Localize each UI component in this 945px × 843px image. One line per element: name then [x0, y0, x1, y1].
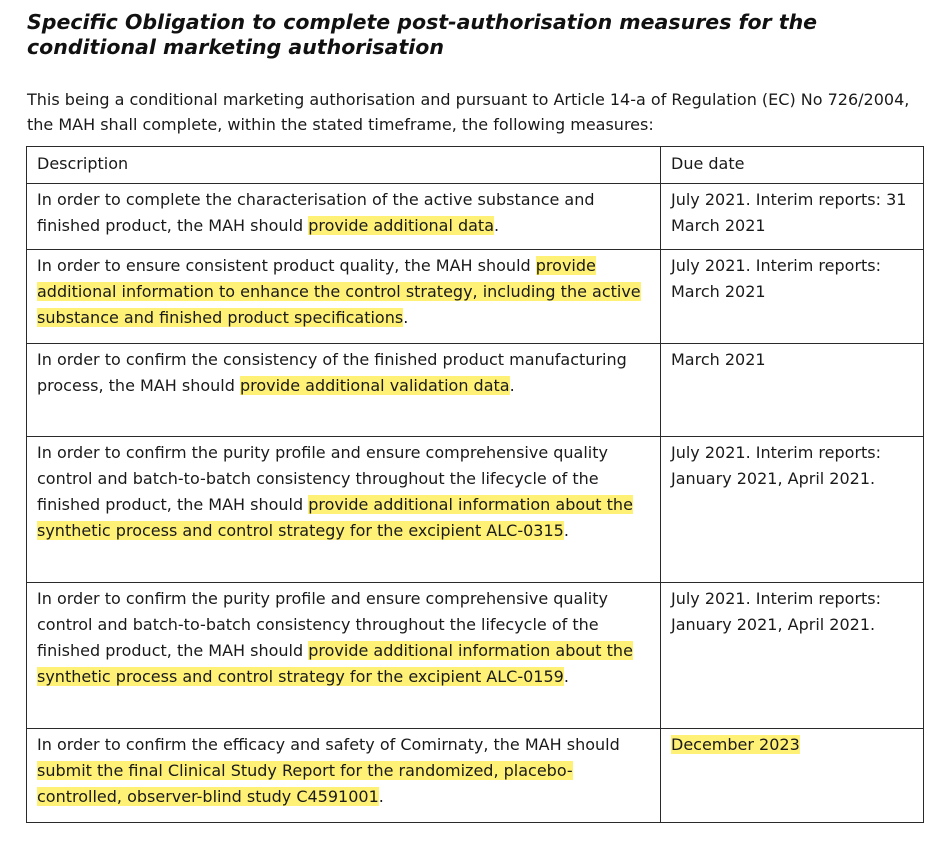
description-tail: .	[378, 787, 384, 806]
header-due-date: Due date	[661, 147, 924, 184]
description-text: In order to confirm the efficacy and safety of Comirnaty, the MAH should	[37, 735, 620, 754]
description-text: In order to confirm the consistency of the finished product manufacturing process, the MAH should	[37, 350, 627, 395]
description-text: In order to confirm the purity profile and ensure comprehensive quality control and batch-to-batch consistency throughout the lifecycle of the finished product, the MAH should	[37, 589, 608, 660]
due-date-cell	[661, 583, 924, 729]
table-row	[27, 729, 924, 823]
header-description: Description	[27, 147, 661, 184]
table-row	[27, 437, 924, 583]
due-date-text: March 2021	[671, 350, 766, 369]
description-cell	[27, 184, 661, 250]
table-row	[27, 583, 924, 729]
description-cell	[27, 437, 661, 583]
table-row	[27, 344, 924, 437]
description-cell	[27, 583, 661, 729]
description-cell	[27, 250, 661, 344]
due-date-text: July 2021. Interim reports: 31 March 2021	[671, 190, 907, 235]
description-cell	[27, 344, 661, 437]
due-date-cell	[661, 437, 924, 583]
due-date-highlighted: December 2023	[671, 735, 800, 754]
table-row	[27, 250, 924, 344]
highlighted-text: submit the final Clinical Study Report for the randomized, placebo-controlled, observer-blind study C4591001	[37, 761, 573, 806]
due-date-text: July 2021. Interim reports: March 2021	[671, 256, 882, 301]
highlighted-text: provide additional information to enhance the control strategy, including the active substance and finished product specifications	[37, 256, 641, 327]
description-tail: .	[403, 308, 409, 327]
table-row	[27, 184, 924, 250]
highlighted-text: provide additional validation data	[239, 376, 510, 395]
highlighted-text: provide additional information about the synthetic process and control strategy for the excipient ALC-0315	[37, 495, 633, 540]
due-date-cell	[661, 344, 924, 437]
due-date-cell	[661, 184, 924, 250]
description-tail: .	[509, 376, 515, 395]
description-text: In order to complete the characterisation of the active substance and finished product, the MAH should	[37, 190, 595, 235]
description-text: In order to ensure consistent product quality, the MAH should	[37, 256, 536, 275]
description-cell	[27, 729, 661, 823]
intro-paragraph: This being a conditional marketing authorisation and pursuant to Article 14-a of Regulation (EC) No 726/2004, the MAH shall complete, within the stated timeframe, the following measures:	[27, 90, 910, 134]
obligations-table	[26, 146, 924, 823]
table-header-row	[27, 147, 924, 184]
highlighted-text: provide additional data	[308, 216, 495, 235]
description-tail: .	[563, 667, 569, 686]
due-date-text: July 2021. Interim reports: January 2021, April 2021.	[671, 443, 882, 488]
description-text: In order to confirm the purity profile and ensure comprehensive quality control and batch-to-batch consistency throughout the lifecycle of the finished product, the MAH should	[37, 443, 608, 514]
due-date-cell	[661, 729, 924, 823]
section-title: Specific Obligation to complete post-authorisation measures for the conditional marketing authorisation	[27, 10, 818, 59]
description-tail: .	[563, 521, 569, 540]
due-date-text: July 2021. Interim reports: January 2021, April 2021.	[671, 589, 882, 634]
highlighted-text: provide additional information about the synthetic process and control strategy for the excipient ALC-0159	[37, 641, 633, 686]
description-tail: .	[494, 216, 500, 235]
due-date-cell	[661, 250, 924, 344]
